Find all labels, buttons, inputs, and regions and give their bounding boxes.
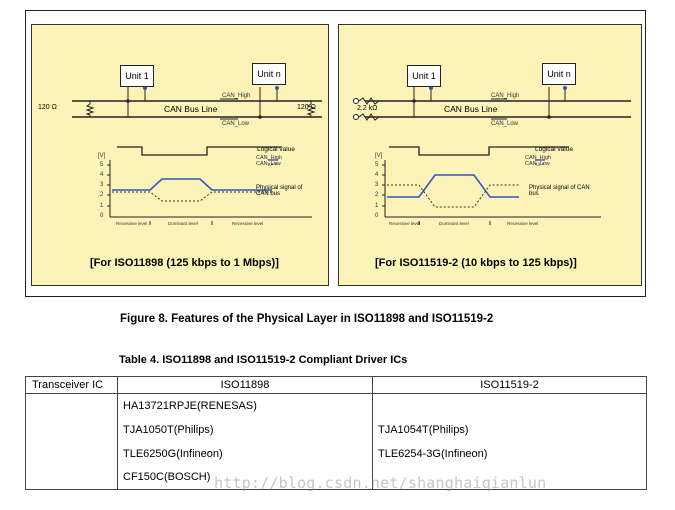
logical-value-label: Logical value (257, 146, 295, 153)
table-cell (26, 442, 118, 466)
driver-ic-table (25, 376, 647, 490)
table-row (26, 394, 647, 418)
table-cell (26, 394, 118, 418)
can-high-label: CAN_High (222, 93, 251, 99)
dominant-label: Dominant level (168, 221, 198, 226)
recessive-right-label: Recessive level (232, 221, 264, 226)
legend-can-low: CAN_Low (256, 161, 281, 167)
iso11519-panel (338, 24, 642, 286)
watermark: http://blog.csdn.net/shanghaiqianlun (214, 474, 547, 492)
unit-n-box: Unit n (542, 63, 576, 85)
legend-can-high: CAN_High (256, 155, 282, 161)
figure-caption: Figure 8. Features of the Physical Layer in ISO11898 and ISO11519-2 (120, 313, 494, 325)
y-tick-1: 1 (100, 203, 104, 209)
y-tick-4: 4 (375, 172, 379, 178)
unit-n-box: Unit n (252, 63, 286, 85)
table-cell: CF150C(BOSCH) (118, 466, 373, 490)
can-low-label: CAN_Low (222, 121, 250, 127)
table-cell (26, 418, 118, 442)
y-tick-5: 5 (100, 162, 104, 168)
bus-line-label: CAN Bus Line (164, 104, 218, 114)
table-cell (26, 466, 118, 490)
physical-signal-label: Physical signal of CAN bus (529, 185, 590, 197)
table-cell: TLE6250G(Infineon) (118, 442, 373, 466)
legend-can-low: CAN_Low (525, 161, 550, 167)
table-cell: TJA1050T(Philips) (118, 418, 373, 442)
y-tick-0: 0 (375, 213, 379, 219)
table-cell: TJA1054T(Philips) (373, 418, 647, 442)
unit-1-box: Unit 1 (120, 65, 154, 87)
table-row (26, 418, 647, 442)
recessive-left-label: Recessive level (116, 221, 148, 226)
iso11898-caption: [For ISO11898 (125 kbps to 1 Mbps)] (90, 257, 279, 269)
table-cell: HA13721RPJE(RENESAS) (118, 394, 373, 418)
header-iso11898: ISO11898 (118, 377, 373, 394)
table-cell (373, 394, 647, 418)
iso11519-diagram (339, 25, 643, 287)
header-iso11519: ISO11519-2 (373, 377, 647, 394)
y-tick-3: 3 (375, 182, 379, 188)
can-low-label: CAN_Low (491, 121, 519, 127)
iso11898-panel (31, 24, 329, 286)
legend-can-high: CAN_High (525, 155, 551, 161)
dominant-label: Dominant level (439, 221, 469, 226)
can-high-label: CAN_High (491, 93, 520, 99)
header-transceiver: Transceiver IC (26, 377, 118, 394)
table-cell: TLE6254-3G(Infineon) (373, 442, 647, 466)
y-tick-5: 5 (375, 162, 379, 168)
y-tick-2: 2 (375, 192, 379, 198)
physical-signal-label: Physical signal of CAN bus (256, 185, 303, 197)
unit-1-box: Unit 1 (407, 65, 441, 87)
y-tick-4: 4 (100, 172, 104, 178)
recessive-right-label: Recessive level (507, 221, 539, 226)
iso11519-caption: [For ISO11519-2 (10 kbps to 125 kbps)] (375, 257, 577, 269)
volt-unit: [V] (98, 153, 106, 159)
y-tick-0: 0 (100, 213, 104, 219)
resistor-label: 2.2 kΩ (357, 105, 378, 112)
y-tick-1: 1 (375, 203, 379, 209)
volt-unit: [V] (375, 153, 383, 159)
logical-value-label: Logical value (535, 146, 573, 153)
resistor-label-left: 120 Ω (38, 104, 57, 111)
table-title: Table 4. ISO11898 and ISO11519-2 Compliant Driver ICs (119, 354, 408, 366)
y-tick-2: 2 (100, 192, 104, 198)
resistor-label-right: 120 Ω (297, 104, 316, 111)
bus-line-label: CAN Bus Line (444, 104, 498, 114)
recessive-left-label: Recessive level (389, 221, 421, 226)
table-row (26, 442, 647, 466)
table-header-row (26, 377, 647, 394)
y-tick-3: 3 (100, 182, 104, 188)
